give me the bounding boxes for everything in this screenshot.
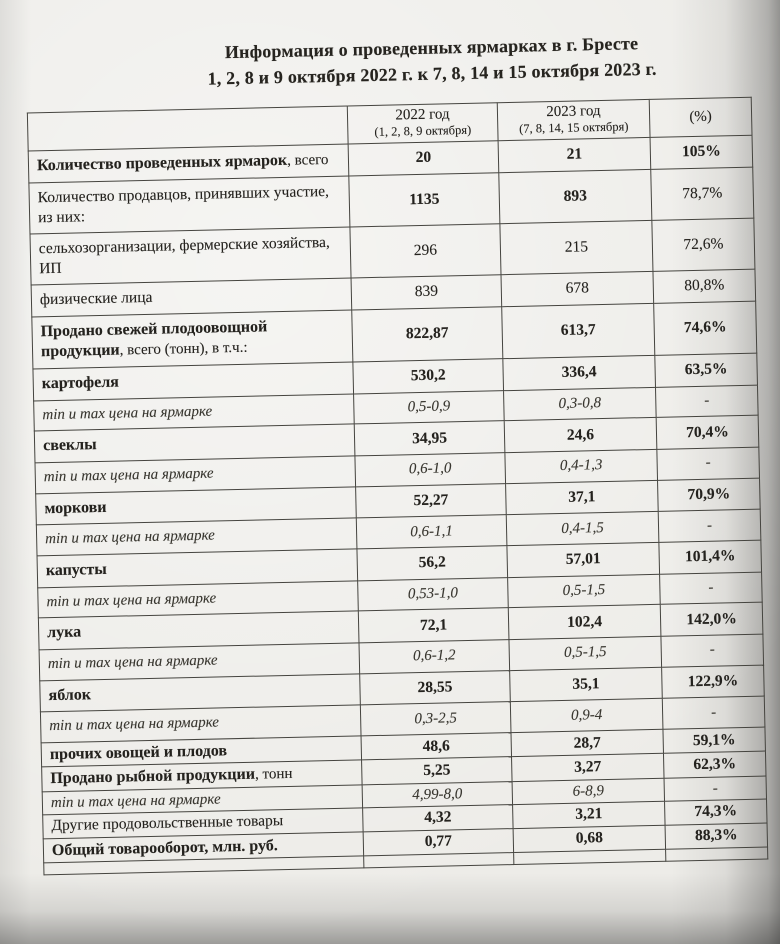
row-value-percent: - — [664, 776, 766, 801]
row-value-2022: 5,25 — [362, 757, 513, 785]
row-value-2022: 56,2 — [357, 546, 508, 581]
row-value-2023: 613,7 — [502, 303, 655, 359]
row-value-2022: 0,5-0,9 — [354, 391, 505, 425]
row-value-percent: 122,9% — [662, 665, 765, 699]
row-value-2023: 102,4 — [508, 605, 661, 640]
row-label-suffix: , всего (тонн), в т.ч.: — [119, 340, 248, 359]
row-value-2023: 57,01 — [507, 542, 660, 577]
row-label-main: min и max цена на ярмарке — [43, 465, 214, 486]
document-title — [0, 27, 773, 96]
row-label-main: Количество продавцов, принявших участие, из них: — [37, 182, 330, 227]
row-label-main: min и max цена на ярмарке — [50, 791, 221, 812]
row-label-main: свеклы — [42, 436, 97, 455]
header-2023-title: 2023 год — [546, 103, 601, 121]
row-label-main: min и max цена на ярмарке — [44, 528, 216, 548]
row-value-2022: 822,87 — [352, 306, 503, 362]
row-value-percent: 59,1% — [663, 727, 766, 754]
row-value-percent: 62,3% — [663, 752, 766, 779]
row-label-main: картофеля — [41, 373, 120, 393]
row-value-percent: 142,0% — [660, 602, 763, 636]
row-value-2022: 530,2 — [353, 359, 504, 394]
row-label-main: яблок — [48, 685, 92, 704]
row-value-percent: - — [661, 634, 764, 667]
row-value-2022: 0,6-1,2 — [359, 640, 510, 674]
row-value-percent: 74,6% — [654, 301, 757, 356]
row-label-main: прочих овощей и плодов — [49, 742, 228, 764]
row-value-percent: 63,5% — [655, 353, 758, 387]
row-value-percent: - — [662, 696, 765, 729]
row-value-percent: 72,6% — [652, 218, 755, 271]
row-label — [29, 176, 350, 234]
row-value-2023: 3,21 — [513, 801, 665, 828]
row-value-2023: 0,5-1,5 — [508, 574, 661, 608]
row-value-2022 — [364, 853, 514, 868]
header-2023-dates: (7, 8, 14, 15 октября) — [519, 119, 629, 136]
row-value-percent: 74,3% — [665, 799, 767, 825]
document-title-line2: 1, 2, 8 и 9 октября 2022 г. к 7, 8, 14 и 15 октября 2023 г. — [207, 58, 657, 89]
row-label-suffix: , всего — [286, 151, 329, 169]
row-value-2022: 296 — [350, 224, 501, 279]
row-label-main: физические лица — [39, 289, 153, 309]
row-value-2022: 0,77 — [363, 828, 514, 856]
row-value-percent: - — [658, 510, 761, 543]
row-value-2022: 72,1 — [358, 608, 509, 643]
fairs-data-table — [27, 97, 768, 876]
document-title-line1: Информация о проведенных ярмарках в г. Бресте — [224, 33, 639, 63]
row-label-main: min и max цена на ярмарке — [49, 714, 220, 735]
row-value-percent: - — [657, 447, 760, 480]
row-label-main: сельхозорганизации, фермерские хозяйства, ИП — [38, 234, 330, 278]
row-value-percent: 101,4% — [659, 540, 762, 574]
header-2023-cell — [497, 99, 650, 140]
row-value-2022: 28,55 — [360, 670, 511, 705]
row-value-2023: 35,1 — [510, 667, 663, 702]
header-2022-title: 2022 год — [395, 106, 450, 124]
row-value-2022: 0,3-2,5 — [360, 702, 511, 736]
row-value-2022: 34,95 — [354, 421, 505, 456]
row-value-percent: 70,9% — [658, 478, 761, 512]
row-value-2022: 0,6-1,1 — [356, 515, 507, 549]
row-value-2023: 28,7 — [511, 729, 664, 757]
row-value-percent: 80,8% — [653, 270, 756, 303]
row-value-2022: 52,27 — [356, 483, 507, 518]
row-value-2023: 3,27 — [512, 754, 665, 782]
row-value-2023: 0,68 — [513, 825, 666, 853]
row-value-2023: 0,3-0,8 — [504, 387, 657, 421]
row-label-main: Продано свежей плодоовощной продукции — [40, 317, 268, 361]
row-value-percent: - — [655, 385, 758, 418]
header-percent-cell — [649, 97, 752, 137]
row-value-2023: 21 — [498, 137, 651, 172]
row-value-percent: - — [660, 572, 763, 605]
row-value-percent — [666, 847, 768, 861]
row-value-2023: 24,6 — [504, 418, 657, 453]
row-value-percent: 88,3% — [665, 823, 768, 850]
row-value-2022: 839 — [351, 275, 502, 309]
row-label-main: min и max цена на ярмарке — [42, 403, 213, 424]
table-body — [28, 135, 768, 875]
row-label-main: моркови — [44, 498, 107, 517]
row-value-2023: 0,5-1,5 — [509, 636, 662, 670]
row-value-2023: 0,4-1,5 — [506, 512, 659, 546]
row-value-2023: 0,9-4 — [510, 699, 663, 733]
row-value-2023 — [514, 850, 666, 865]
row-label-main: min и max цена на ярмарке — [46, 590, 217, 610]
header-percent-title: (%) — [689, 108, 713, 125]
row-value-2022: 48,6 — [361, 732, 512, 760]
row-label — [30, 227, 351, 285]
row-value-percent: 78,7% — [651, 167, 754, 220]
row-value-2022: 20 — [348, 141, 499, 176]
row-label-main: лука — [47, 623, 82, 642]
row-value-percent: 105% — [650, 135, 753, 169]
row-label-main: Количество проведенных ярмарок — [36, 151, 288, 175]
row-label — [32, 309, 353, 369]
header-2022-cell — [347, 103, 498, 144]
row-value-2022: 0,53-1,0 — [358, 577, 509, 611]
row-value-2023: 215 — [500, 220, 653, 275]
row-value-2023: 893 — [499, 169, 652, 224]
row-label-main: Продано рыбной продукции — [50, 766, 256, 788]
row-label-suffix: , тонн — [254, 766, 293, 784]
row-label-main: капусты — [45, 560, 107, 580]
row-value-2023: 0,4-1,3 — [505, 450, 658, 484]
row-value-2023: 6-8,9 — [512, 778, 664, 804]
row-value-2023: 336,4 — [503, 355, 656, 390]
row-label-main: Общий товарооборот, млн. руб. — [51, 836, 278, 859]
row-value-2023: 678 — [501, 272, 654, 306]
row-value-2022: 1135 — [349, 173, 500, 228]
row-label-main: Другие продовольственные товары — [51, 812, 284, 835]
row-value-2022: 0,6-1,0 — [355, 453, 506, 487]
row-value-2022: 4,99-8,0 — [362, 782, 512, 808]
header-2022-dates: (1, 2, 8, 9 октября) — [374, 122, 472, 139]
row-value-percent: 70,4% — [656, 416, 759, 450]
row-value-2023: 37,1 — [506, 480, 659, 515]
row-value-2022: 4,32 — [363, 805, 513, 832]
row-label-main: min и max цена на ярмарке — [47, 652, 218, 673]
